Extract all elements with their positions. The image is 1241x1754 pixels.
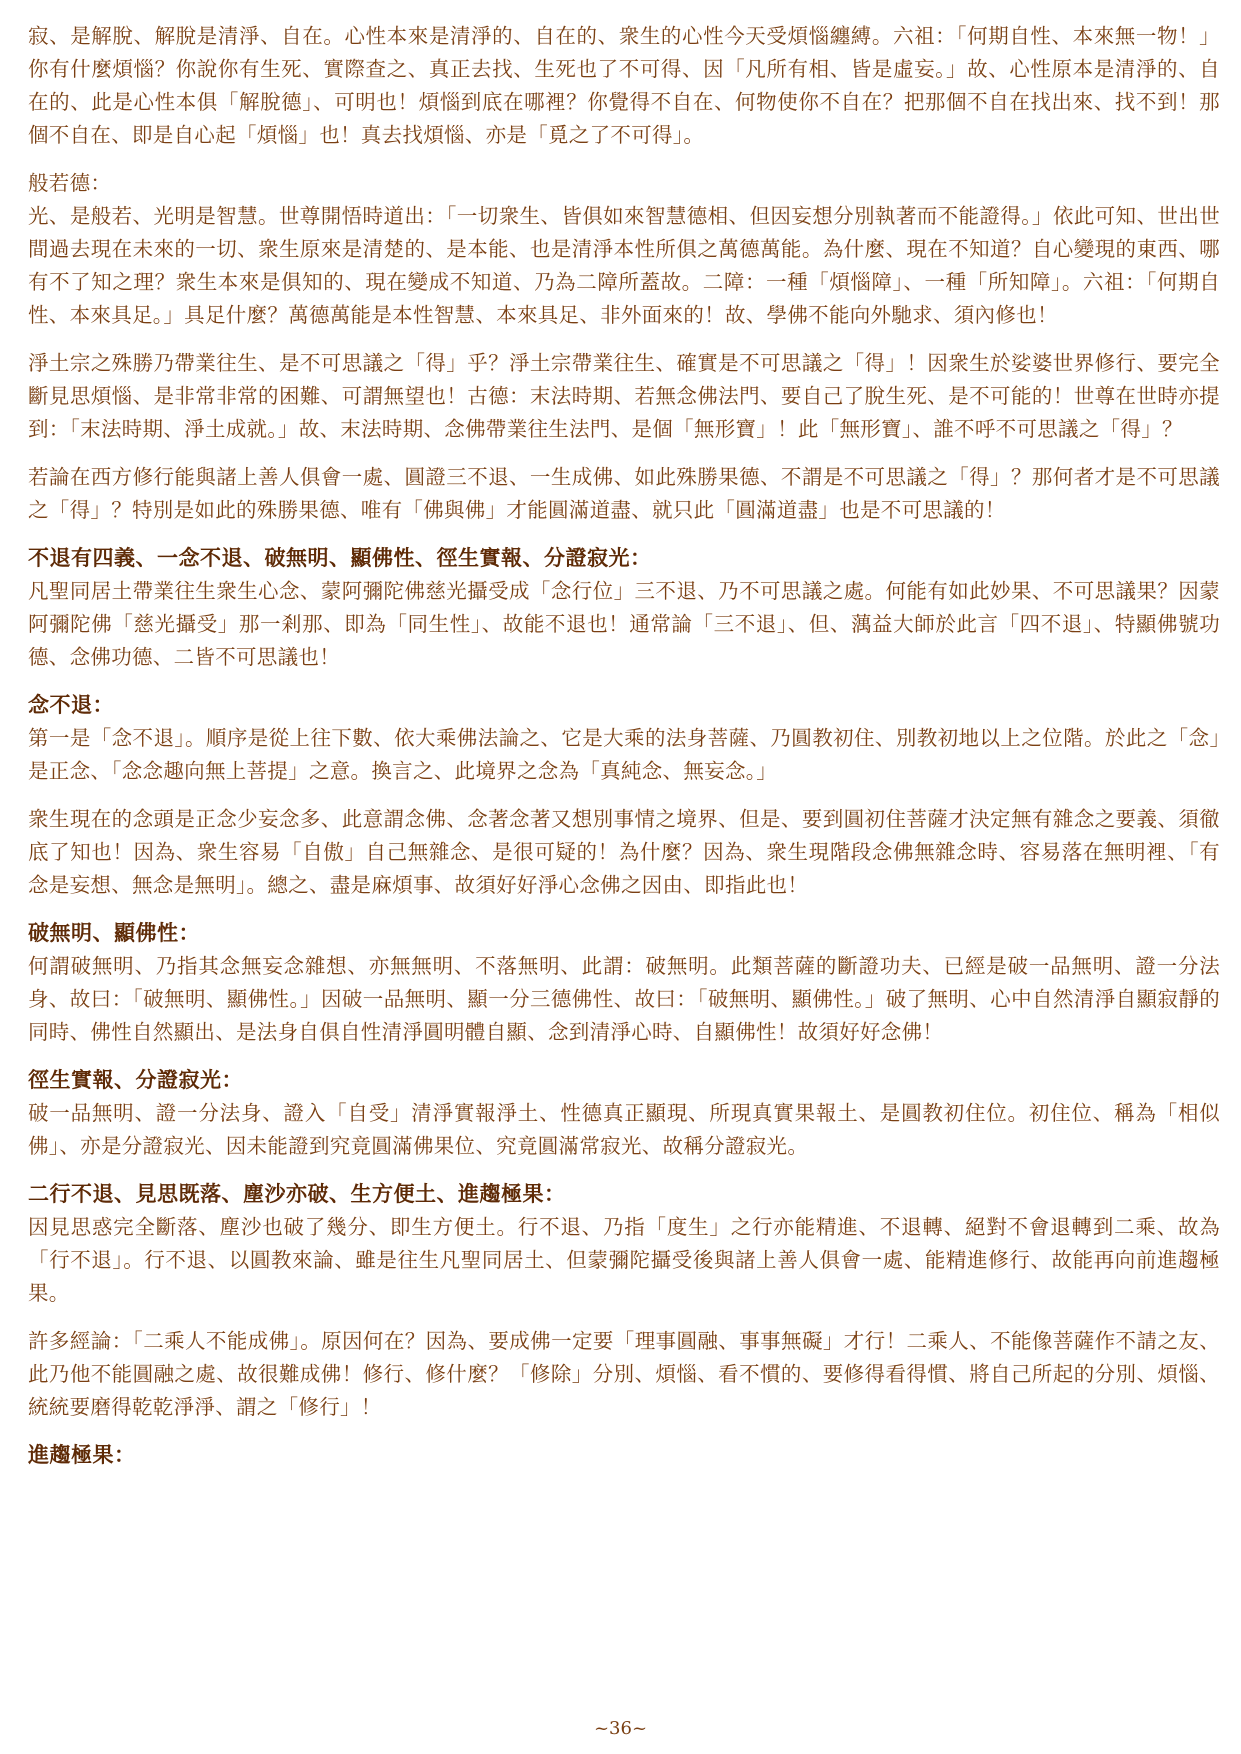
heading-reward-land: 徑生實報、分證寂光： bbox=[28, 1068, 243, 1092]
page-number: ~36~ bbox=[593, 1718, 648, 1739]
paragraph-western-practice: 若論在西方修行能與諸上善人俱會一處、圓證三不退、一生成佛、如此殊勝果德、不謂是不可思議之「得」？那何者才是不可思議之「得」？特別是如此的殊勝果德、唯有「佛與佛」才能圓滿道盡、就只此「圓滿道盡」也是不可思議的！ bbox=[28, 465, 1220, 522]
paragraph-reward-land: 破一品無明、證一分法身、證入「自受」清淨實報淨土、性德真正顯現、所現真實果報土、是圓教初住位。初住位、稱為「相似佛」、亦是分證寂光、因未能證到究竟圓滿佛果位、究竟圓滿常寂光、故稱分證寂光。 bbox=[28, 1101, 1220, 1158]
paragraph-break-ignorance: 何謂破無明、乃指其念無妄念雜想、亦無無明、不落無明、此謂：破無明。此類菩薩的斷證功夫、已經是破一品無明、證一分法身、故曰：「破無明、顯佛性。」因破一品無明、顯一分三德佛性、故曰：「破無明、顯佛性。」破了無明、心中自然清淨自顯寂靜的同時、佛性自然顯出、是法身自俱自性清淨圓明體自顯、念到清淨心時、自顯佛性！故須好好念佛！ bbox=[28, 954, 1220, 1044]
paragraph-four-non-retrogressions: 凡聖同居土帶業往生衆生心念、蒙阿彌陀佛慈光攝受成「念行位」三不退、乃不可思議之處。何能有如此妙果、不可思議果？因蒙阿彌陀佛「慈光攝受」那一剎那、即為「同生性」、故能不退也！通常論「三不退」、但、蕅益大師於此言「四不退」、特顯佛號功德、念佛功德、二皆不可思議也！ bbox=[28, 579, 1220, 669]
paragraph-sentient-beings-thoughts: 衆生現在的念頭是正念少妄念多、此意謂念佛、念著念著又想別事情之境界、但是、要到圓初住菩薩才決定無有雜念之要義、須徹底了知也！因為、衆生容易「自傲」自己無雜念、是很可疑的！為什麼？因為、衆生現階段念佛無雜念時、容易落在無明裡、「有念是妄想、無念是無明」。總之、盡是麻煩事、故須好好淨心念佛之因由、即指此也！ bbox=[28, 807, 1220, 897]
heading-practice-non-retrogression: 二行不退、見思既落、塵沙亦破、生方便土、進趨極果： bbox=[28, 1182, 566, 1206]
paragraph-practice-non-retrogression: 因見思惑完全斷落、塵沙也破了幾分、即生方便土。行不退、乃指「度生」之行亦能精進、不退轉、絕對不會退轉到二乘、故為「行不退」。行不退、以圓教來論、雖是往生凡聖同居土、但蒙彌陀攝受後與諸上善人俱會一處、能精進修行、故能再向前進趨極果。 bbox=[28, 1215, 1220, 1305]
paragraph-prajna-virtue: 光、是般若、光明是智慧。世尊開悟時道出：「一切衆生、皆俱如來智慧德相、但因妄想分別執著而不能證得。」依此可知、世出世間過去現在未來的一切、衆生原來是清楚的、是本能、也是清淨本性所俱之萬德萬能。為什麼、現在不知道？自心變現的東西、哪有不了知之理？衆生本來是俱知的、現在變成不知道、乃為二障所蓋故。二障：一種「煩惱障」、一種「所知障」。六祖：「何期自性、本來具足。」具足什麼？萬德萬能是本性智慧、本來具足、非外面來的！故、學佛不能向外馳求、須內修也！ bbox=[28, 204, 1220, 327]
paragraph-thought-non-retrogression: 第一是「念不退」。順序是從上往下數、依大乘佛法論之、它是大乘的法身菩薩、乃圓教初住、別教初地以上之位階。於此之「念」是正念、「念念趣向無上菩提」之意。換言之、此境界之念為「真純念、無妄念。」 bbox=[28, 726, 1220, 783]
paragraph-pure-land-attainment: 淨土宗之殊勝乃帶業往生、是不可思議之「得」乎？淨土宗帶業往生、確實是不可思議之「得」！因衆生於娑婆世界修行、要完全斷見思煩惱、是非常非常的困難、可謂無望也！古德：末法時期、若無念佛法門、要自己了脫生死、是不可能的！世尊在世時亦提到：「末法時期、淨土成就。」故、末法時期、念佛帶業往生法門、是個「無形寶」！此「無形寶」、誰不呼不可思議之「得」？ bbox=[28, 351, 1220, 441]
label-prajna-virtue: 般若德： bbox=[28, 171, 112, 195]
document-page bbox=[28, 20, 1220, 1472]
heading-ultimate-fruit: 進趨極果： bbox=[28, 1443, 136, 1467]
heading-four-non-retrogressions: 不退有四義、一念不退、破無明、顯佛性、徑生實報、分證寂光： bbox=[28, 546, 652, 570]
heading-break-ignorance: 破無明、顯佛性： bbox=[28, 921, 200, 945]
paragraph-two-vehicles: 許多經論：「二乘人不能成佛」。原因何在？因為、要成佛一定要「理事圓融、事事無礙」才行！二乘人、不能像菩薩作不請之友、此乃他不能圓融之處、故很難成佛！修行、修什麼？「修除」分別、煩惱、看不慣的、要修得看得慣、將自己所起的分別、煩惱、統統要磨得乾乾淨淨、謂之「修行」！ bbox=[28, 1329, 1220, 1419]
paragraph-liberation-virtue: 寂、是解脫、解脫是清淨、自在。心性本來是清淨的、自在的、衆生的心性今天受煩惱纏縛。六祖：「何期自性、本來無一物！」你有什麼煩惱？你說你有生死、實際查之、真正去找、生死也了不可得、因「凡所有相、皆是虛妄。」故、心性原本是清淨的、自在的、此是心性本俱「解脫德」、可明也！煩惱到底在哪裡？你覺得不自在、何物使你不自在？把那個不自在找出來、找不到！那個不自在、即是自心起「煩惱」也！真去找煩惱、亦是「覓之了不可得」。 bbox=[28, 24, 1220, 147]
heading-thought-non-retrogression: 念不退： bbox=[28, 693, 114, 717]
